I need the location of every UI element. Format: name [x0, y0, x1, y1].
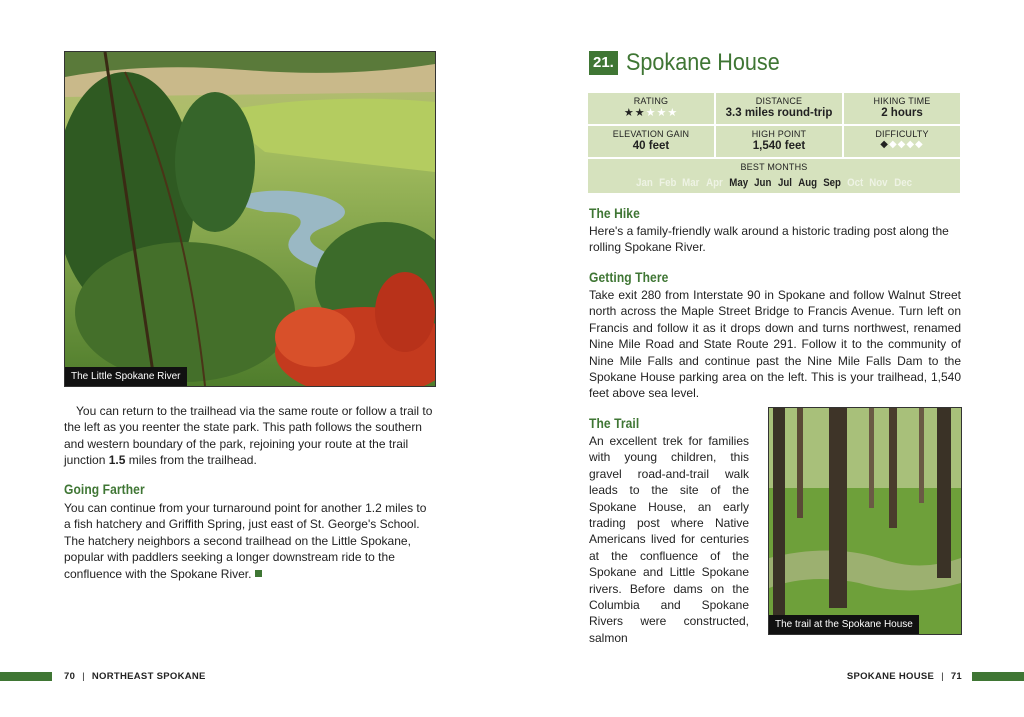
hiking-time-cell	[844, 93, 960, 126]
rating-stars	[588, 106, 714, 119]
difficulty-label: DIFFICULTY	[875, 129, 929, 139]
left-page-number: 70	[64, 671, 76, 682]
river-photo-caption: The Little Spokane River	[65, 367, 187, 386]
river-photo-image	[65, 52, 435, 386]
right-page-number: 71	[950, 671, 962, 682]
rating-label: RATING	[633, 96, 669, 106]
high-point-value: 1,540 feet	[752, 140, 806, 152]
trail-text: An excellent trek for families with young children, this gravel road-and-trail walk leads to the site of the Spokane House, an early trading post where Native Americans lived for centuries at the confluence of the Spokane and Little Spokane rivers. Before dams on the Columbia and Spokane Rivers were constructed, salmon	[589, 434, 749, 645]
month-jul: Jul	[777, 177, 792, 189]
star-icon: ★	[667, 107, 679, 119]
hike-text: Here's a family-friendly walk around a historic trading post along the rolling Spokane River.	[589, 224, 949, 255]
elevation-cell	[588, 126, 716, 159]
return-text: You can return to the trailhead via the same route or follow a trail to the left as you reenter the state park. This path follows the southern and western boundary of the park, rejoining your route at the trail junction	[64, 404, 433, 468]
distance-label: DISTANCE	[755, 96, 803, 106]
return-distance: 1.5	[108, 453, 126, 468]
month-nov: Nov	[869, 177, 888, 189]
end-square-icon	[255, 570, 262, 577]
hiking-time-value: 2 hours	[881, 107, 923, 119]
month-oct: Oct	[847, 177, 864, 189]
elevation-value: 40 feet	[632, 140, 670, 152]
footer-divider: |	[941, 671, 944, 682]
diamond-icon: ◆	[906, 139, 916, 150]
right-footer-section: SPOKANE HOUSE	[846, 671, 935, 682]
month-may: May	[728, 177, 748, 189]
best-months-cell	[588, 159, 960, 193]
high-point-label: HIGH POINT	[751, 129, 807, 139]
difficulty-cell	[844, 126, 960, 159]
high-point-cell	[716, 126, 844, 159]
trail-photo-image	[769, 408, 961, 634]
diamond-icon: ◆	[888, 139, 898, 150]
getting-there-heading: Getting There	[589, 269, 669, 285]
getting-there-text: Take exit 280 from Interstate 90 in Spokane and follow Walnut Street north across the Maple Street Bridge to Francis Avenue. Turn left on Francis and follow it as it drops down and turns northwest, renamed Nine Mile Road and State Route 291. Follow it to the community of Nine Mile Falls and continue past the Nine Mile Falls Dam to the Spokane House parking area on the left. This is your trailhead, 1,540 feet above sea level.	[589, 288, 961, 401]
left-footer-section: NORTHEAST SPOKANE	[91, 671, 206, 682]
rating-cell	[588, 93, 716, 126]
star-icon: ★	[623, 107, 635, 119]
diamond-icon: ◆	[915, 139, 924, 150]
hike-heading: The Hike	[589, 205, 640, 221]
months-row	[588, 173, 960, 191]
going-farther-section	[64, 481, 436, 582]
month-jun: Jun	[754, 177, 772, 189]
stats-table	[588, 93, 960, 193]
month-sep: Sep	[823, 177, 841, 189]
star-icon: ★	[656, 107, 668, 119]
hiking-time-label: HIKING TIME	[873, 96, 931, 106]
month-dec: Dec	[894, 177, 913, 189]
distance-cell	[716, 93, 844, 126]
hike-section	[589, 205, 961, 256]
month-aug: Aug	[797, 177, 817, 189]
month-mar: Mar	[682, 177, 700, 189]
distance-value: 3.3 miles round-trip	[725, 107, 833, 119]
left-footer	[64, 671, 206, 682]
diamond-icon: ◆	[897, 139, 907, 150]
hike-title: Spokane House	[626, 49, 780, 76]
best-months-label: BEST MONTHS	[740, 162, 808, 172]
return-text-end: miles from the trailhead.	[125, 453, 257, 468]
left-footer-bar	[0, 672, 52, 681]
getting-there-section	[589, 269, 961, 402]
difficulty-diamonds	[844, 139, 960, 150]
trail-section	[589, 415, 749, 646]
star-icon: ★	[645, 107, 657, 119]
month-jan: Jan	[635, 177, 653, 189]
going-farther-text: You can continue from your turnaround point for another 1.2 miles to a fish hatchery and Griffith Spring, just east of St. George's School. The hatchery neighbors a second trailhead on the Little Spokane, popular with paddlers seeking a longer downstream ride to the confluence with the Spokane River.	[64, 501, 427, 581]
hike-number-badge: 21.	[589, 51, 618, 75]
diamond-icon: ◆	[880, 139, 889, 150]
month-apr: Apr	[705, 177, 723, 189]
right-footer-bar	[972, 672, 1024, 681]
star-icon: ★	[634, 107, 646, 119]
trail-photo	[768, 407, 962, 635]
right-footer	[847, 671, 962, 682]
river-photo	[64, 51, 436, 387]
footer-divider: |	[82, 671, 85, 682]
going-farther-heading: Going Farther	[64, 481, 145, 497]
trail-heading: The Trail	[589, 415, 640, 431]
month-feb: Feb	[658, 177, 676, 189]
elevation-label: ELEVATION GAIN	[612, 129, 690, 139]
trail-photo-caption: The trail at the Spokane House	[769, 615, 919, 634]
return-paragraph	[64, 403, 436, 469]
